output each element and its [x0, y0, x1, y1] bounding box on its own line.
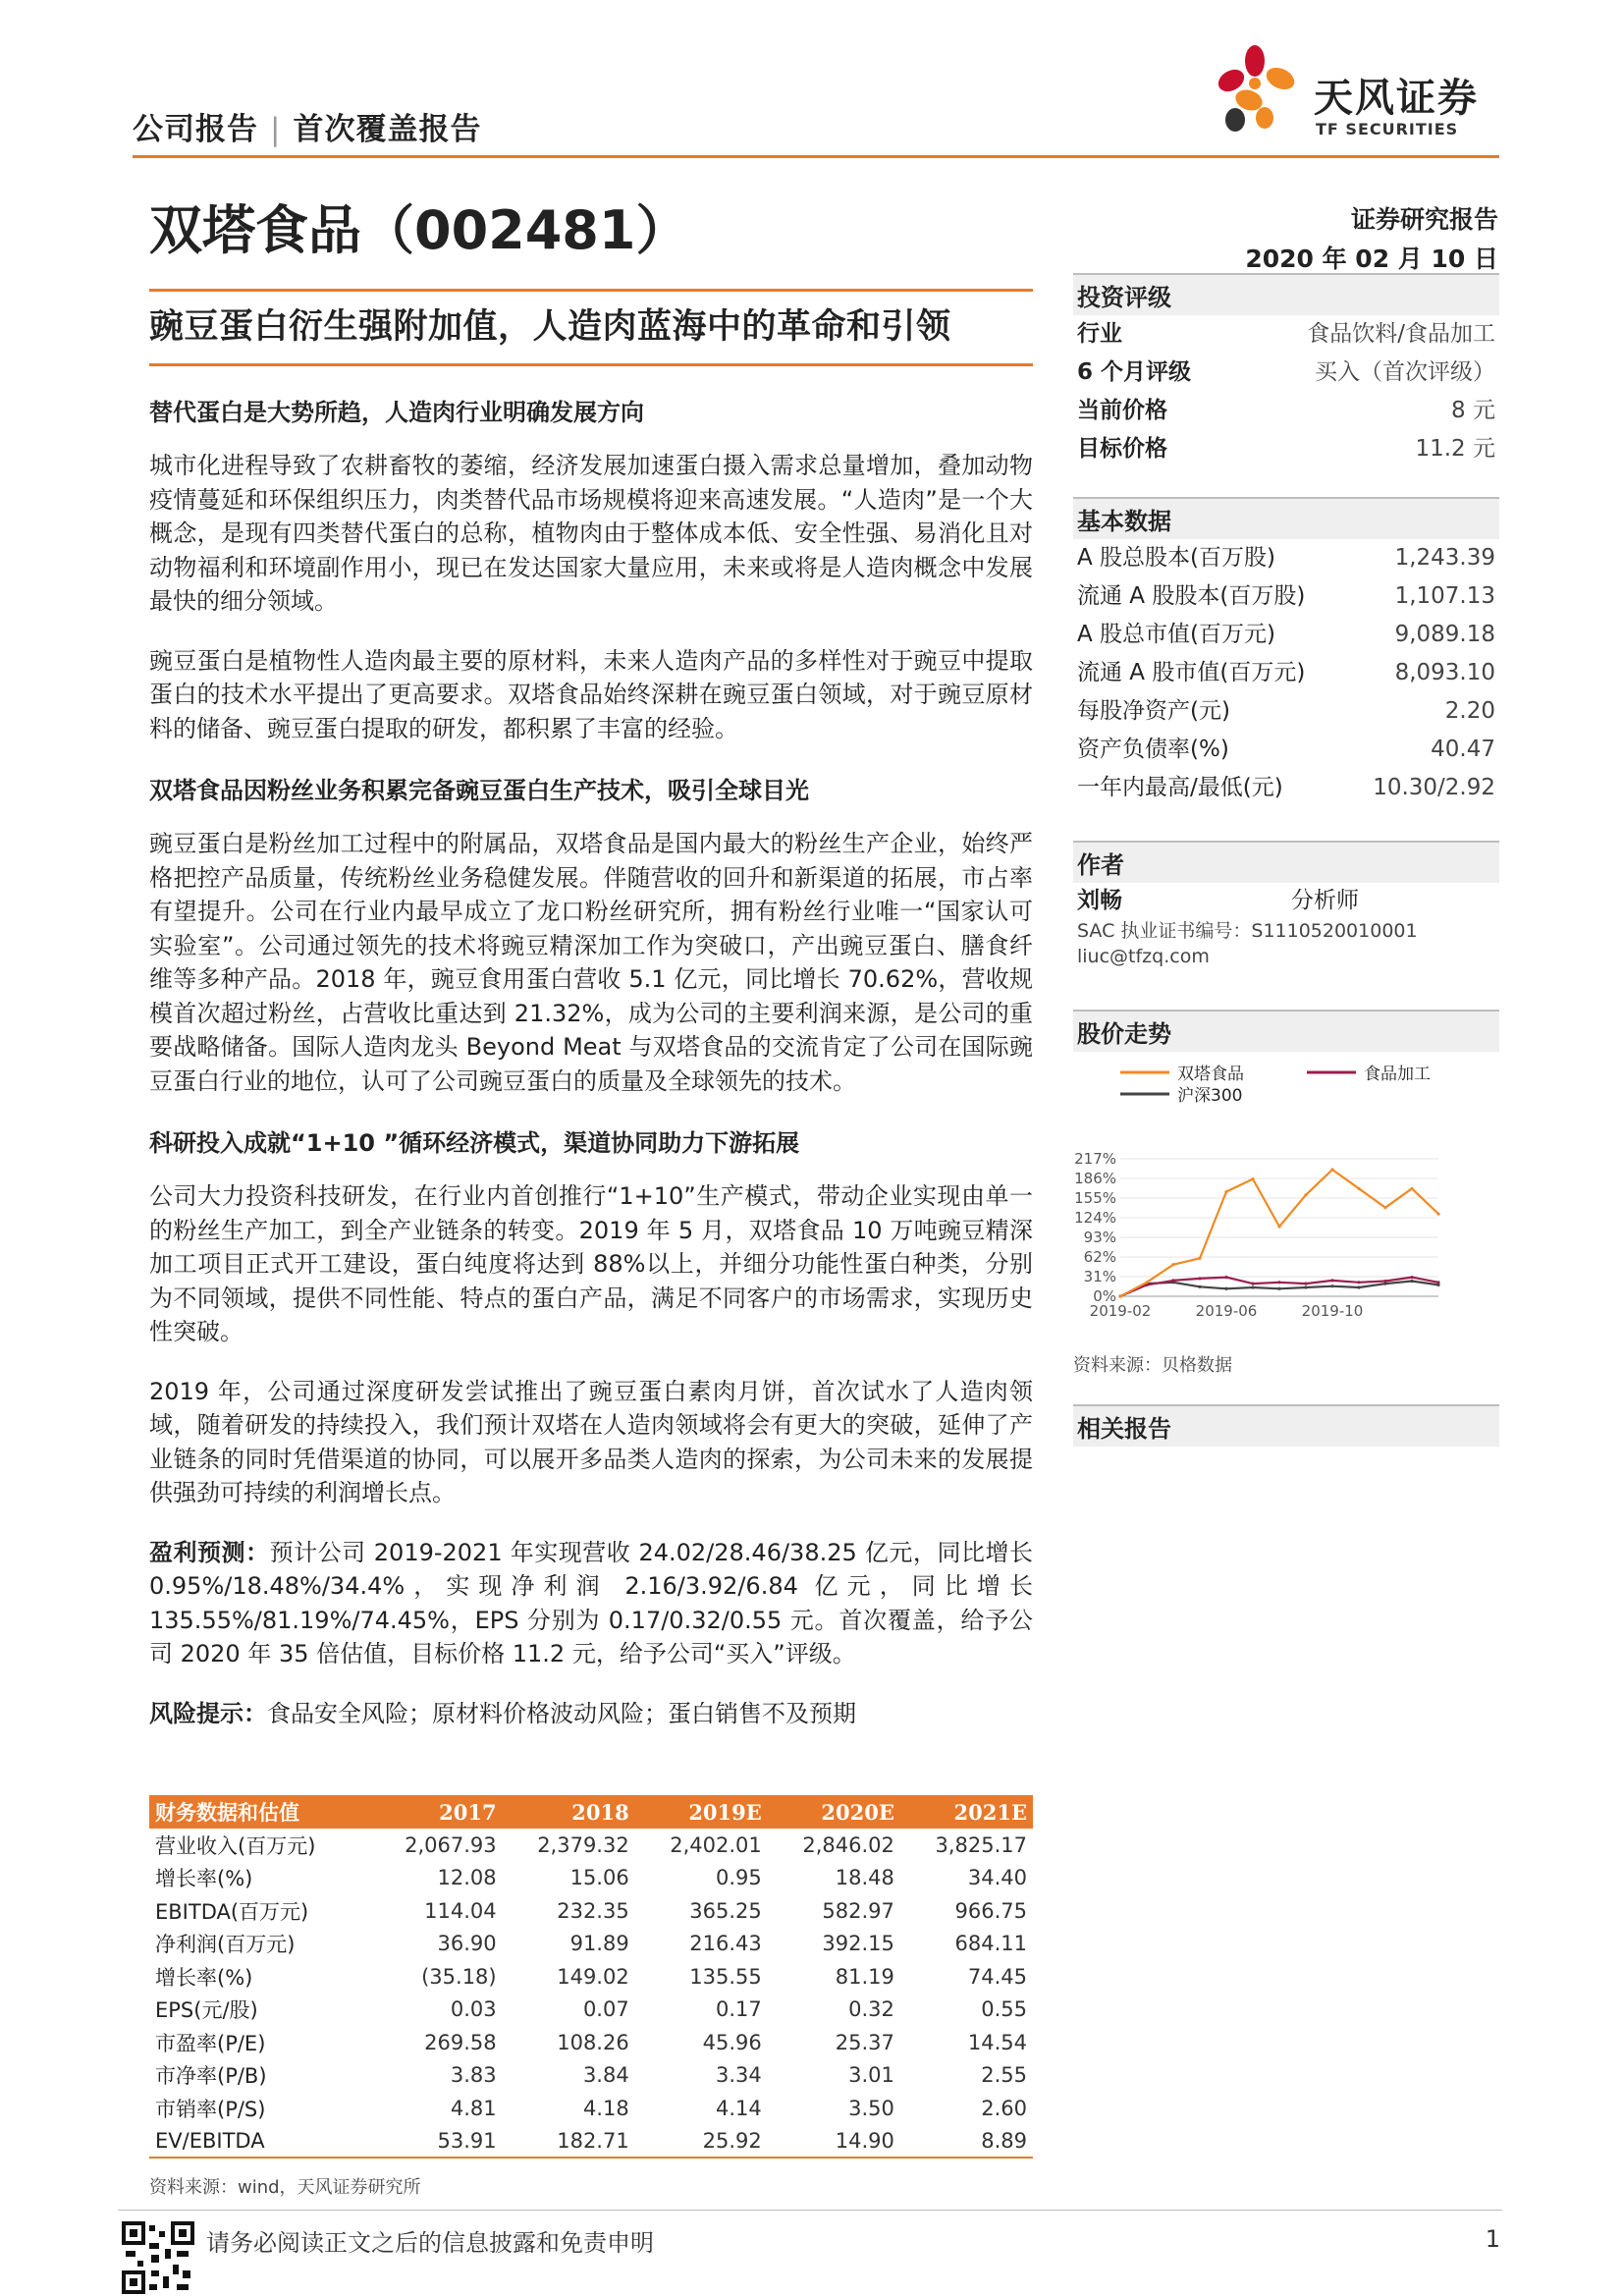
paragraph: 城市化进程导致了农耕畜牧的萎缩，经济发展加速蛋白摄入需求总量增加，叠加动物疫情蔓延和环保组织压力，肉类替代品市场规模将迎来高速发展。“人造肉”是一个大概念，是现有四类替代蛋白的总称，植物肉由于整体成本低、安全性强、易消化且对动物福利和环境副作用小，现已在发达国家大量应用，未来或将是人造肉概念中发展最快的细分领域。: [149, 452, 1033, 615]
table-row: [149, 2125, 1033, 2159]
data-point: [1224, 1287, 1227, 1290]
rating-panel: [1073, 273, 1499, 468]
table-cell: 216.43: [689, 1932, 762, 1956]
category-separator: |: [270, 112, 282, 147]
y-tick-label: 62%: [1083, 1248, 1116, 1266]
data-point: [1383, 1280, 1386, 1283]
table-cell: 365.25: [689, 1898, 762, 1923]
series-line: [1120, 1170, 1438, 1296]
risk-label: 风险提示：: [149, 1699, 267, 1727]
table-cell: 966.75: [954, 1898, 1027, 1923]
basic-data-row: [1073, 577, 1499, 616]
rating-key: 6 个月评级: [1077, 359, 1192, 385]
data-point: [1357, 1187, 1360, 1190]
y-tick-label: 186%: [1074, 1170, 1116, 1187]
y-tick-label: 0%: [1093, 1287, 1116, 1305]
table-row-label: 市盈率(P/E): [155, 2031, 266, 2055]
table-row-label: EBITDA(百万元): [155, 1899, 309, 1924]
category-label: 公司报告: [133, 112, 258, 147]
table-row: [149, 1928, 1033, 1961]
table-cell: 269.58: [424, 2030, 497, 2054]
table-cell: 25.37: [835, 2030, 894, 2054]
table-cell: 684.11: [954, 1932, 1027, 1956]
paragraph: 2019 年，公司通过深度研发尝试推出了豌豆蛋白素肉月饼，首次试水了人造肉领域，随着研发的持续投入，我们预计双塔在人造肉领域将会有更大的突破，延伸了产业链条的同时凭借渠道的协同，可以展开多品类人造肉的探索，为公司未来的发展提供强劲可持续的利润增长点。: [149, 1377, 1033, 1506]
table-cell: 4.14: [716, 2096, 762, 2120]
paragraph: 豌豆蛋白是植物性人造肉最主要的原材料，未来人造肉产品的多样性对于豌豆中提取蛋白的技术水平提出了更高要求。双塔食品始终深耕在豌豆蛋白领域，对于豌豆原材料的储备、豌豆蛋白提取的研发，都积累了丰富的经验。: [149, 646, 1033, 742]
table-cell: 0.03: [450, 1997, 497, 2022]
basic-data-value: 40.47: [1431, 737, 1495, 762]
data-point: [1410, 1187, 1413, 1190]
legend-label: 食品加工: [1364, 1065, 1431, 1084]
x-tick-label: 2019-06: [1195, 1302, 1258, 1320]
table-cell: 0.55: [981, 1997, 1027, 2022]
price-chart-heading: 股价走势: [1073, 1010, 1499, 1052]
basic-data-value: 8,093.10: [1394, 660, 1495, 685]
table-row-label: 增长率(%): [155, 1965, 253, 1990]
table-cell: 8.89: [900, 2125, 1033, 2159]
table-row: [149, 1862, 1033, 1895]
table-cell: 25.92: [635, 2125, 768, 2159]
rating-value: 食品饮料/食品加工: [1307, 321, 1495, 347]
basic-data-key: A 股总市值(百万元): [1077, 622, 1275, 647]
basic-data-value: 1,243.39: [1394, 545, 1495, 571]
price-chart: [1073, 1053, 1499, 1320]
basic-data-panel: [1073, 497, 1499, 807]
data-point: [1171, 1263, 1174, 1266]
financial-table: [149, 1795, 1033, 2159]
related-heading: 相关报告: [1073, 1404, 1499, 1447]
related-panel: [1073, 1404, 1499, 1447]
basic-data-value: 1,107.13: [1394, 583, 1495, 609]
forecast-paragraph: [149, 1536, 1033, 1671]
flower-logo-icon: [1206, 39, 1304, 147]
table-header: 2021E: [900, 1795, 1033, 1829]
table-row-label: 净利润(百万元): [155, 1933, 296, 1957]
qr-code-icon: [122, 2221, 194, 2294]
table-cell: 149.02: [557, 1964, 629, 1989]
author-role: 分析师: [1291, 888, 1359, 913]
y-tick-label: 124%: [1074, 1209, 1116, 1227]
table-cell: 2,379.32: [537, 1832, 629, 1857]
table-cell: (35.18): [421, 1964, 497, 1989]
table-cell: 53.91: [370, 2125, 503, 2159]
footer-disclaimer[interactable]: 请务必阅读正文之后的信息披露和免责申明: [206, 2229, 654, 2257]
y-tick-label: 31%: [1083, 1268, 1116, 1285]
table-header: 2020E: [768, 1795, 900, 1829]
rating-key: 目标价格: [1077, 436, 1167, 462]
table-cell: 135.55: [689, 1964, 762, 1989]
data-point: [1171, 1279, 1174, 1282]
report-title: 双塔食品（002481）: [149, 199, 689, 261]
data-point: [1198, 1277, 1201, 1280]
table-cell: 3.01: [848, 2063, 894, 2088]
table-cell: 392.15: [822, 1932, 894, 1956]
data-point: [1383, 1206, 1386, 1209]
data-point: [1277, 1287, 1280, 1290]
table-header: 2018: [503, 1795, 635, 1829]
table-cell: 3.84: [582, 2063, 629, 2088]
table-row: [149, 1960, 1033, 1994]
rating-key: 当前价格: [1077, 398, 1167, 423]
risk-text: 食品安全风险；原材料价格波动风险；蛋白销售不及预期: [267, 1699, 856, 1727]
data-point: [1198, 1285, 1201, 1288]
data-point: [1198, 1257, 1201, 1260]
section-heading: 双塔食品因粉丝业务积累完备豌豆蛋白生产技术，吸引全球目光: [149, 777, 809, 804]
table-row-label: EV/EBITDA: [149, 2125, 370, 2159]
data-point: [1145, 1281, 1148, 1284]
table-cell: 3.83: [450, 2063, 497, 2088]
table-cell: 114.04: [424, 1898, 497, 1923]
table-cell: 14.90: [768, 2125, 900, 2159]
legend-label: 双塔食品: [1177, 1065, 1244, 1084]
author-email[interactable]: liuc@tfzq.com: [1077, 946, 1210, 967]
subtitle-rule-bottom: [149, 363, 1033, 366]
data-point: [1251, 1282, 1254, 1285]
basic-data-key: 资产负债率(%): [1077, 737, 1229, 762]
table-header: 2017: [370, 1795, 503, 1829]
basic-data-key: 一年内最高/最低(元): [1077, 775, 1283, 800]
table-row: [149, 1994, 1033, 2027]
table-cell: 34.40: [967, 1866, 1027, 1890]
category2-label: 首次覆盖报告: [293, 112, 482, 147]
price-chart-panel: [1073, 1010, 1499, 1052]
data-point: [1224, 1276, 1227, 1279]
rating-key: 行业: [1077, 321, 1122, 347]
risk-paragraph: [149, 1697, 1033, 1731]
basic-data-row: [1073, 616, 1499, 654]
table-cell: 81.19: [835, 1964, 894, 1989]
rating-value: 8 元: [1451, 398, 1495, 423]
basic-data-row: [1073, 692, 1499, 731]
data-point: [1357, 1285, 1360, 1288]
x-tick-label: 2019-02: [1089, 1302, 1152, 1320]
rating-value: 11.2 元: [1415, 436, 1495, 462]
data-point: [1251, 1177, 1254, 1180]
data-point: [1357, 1281, 1360, 1284]
paragraph: 豌豆蛋白是粉丝加工过程中的附属品，双塔食品是国内最大的粉丝生产企业，始终严格把控产品质量，传统粉丝业务稳健发展。伴随营收的回升和新渠道的拓展，市占率有望提升。公司在行业内最早成立了龙口粉丝研究所，拥有粉丝行业唯一“国家认可实验室”。公司通过领先的技术将豌豆精深加工作为突破口，产出豌豆蛋白、膳食纤维等多种产品。2018 年，豌豆食用蛋白营收 5.1 亿元，同比增长 70.62%，营收规模首次超过粉丝，占营收比重达到 21.32%，成为公司的主要利润来源，是公司的重要战略储备。国际人造肉龙头 Beyond Meat 与双塔食品的交流肯定了公司在国际豌豆蛋白行业的地位，认可了公司豌豆蛋白的质量及全球领先的技术。: [149, 830, 1033, 1095]
table-cell: 74.45: [967, 1964, 1027, 1989]
data-point: [1224, 1190, 1227, 1193]
table-cell: 108.26: [557, 2030, 629, 2054]
table-row: [149, 2059, 1033, 2093]
table-cell: 0.17: [716, 1997, 762, 2022]
table-cell: 4.18: [582, 2096, 629, 2120]
table-row: [149, 1894, 1033, 1928]
table-header: 财务数据和估值: [149, 1795, 370, 1829]
data-point: [1330, 1279, 1333, 1282]
data-point: [1330, 1168, 1333, 1171]
table-cell: 12.08: [437, 1866, 497, 1890]
rating-row: [1073, 430, 1499, 468]
data-point: [1304, 1282, 1307, 1285]
price-chart-svg: [1073, 1053, 1499, 1338]
page-number: 1: [1485, 2225, 1500, 2253]
author-license: SAC 执业证书编号：S1110520010001: [1077, 920, 1418, 942]
forecast-text: 预计公司 2019-2021 年实现营收 24.02/28.46/38.25 亿元，同比增长 0.95%/18.48%/34.4%，实现净利润 2.16/3.92/6.84 亿元，同比增长 135.55%/81.19%/74.45%，EPS 分别为 0.17/0.32/0.55 元。首次覆盖，给予公司 2020 年 35 倍估值，目标价格 11.2 元，给予公司“买入”评级。: [149, 1538, 1033, 1667]
table-cell: 36.90: [437, 1932, 497, 1956]
data-point: [1277, 1281, 1280, 1284]
table-cell: 182.71: [503, 2125, 635, 2159]
table-cell: 2.55: [981, 2063, 1027, 2088]
series-line: [1120, 1278, 1438, 1296]
main-content: [149, 393, 1033, 1756]
author-heading: 作者: [1073, 841, 1499, 883]
basic-data-row: [1073, 654, 1499, 692]
author-name: 刘畅: [1077, 888, 1122, 913]
table-cell: 91.89: [569, 1932, 629, 1956]
table-cell: 3.50: [848, 2096, 894, 2120]
data-point: [1410, 1276, 1413, 1279]
data-point: [1251, 1285, 1254, 1288]
rating-heading: 投资评级: [1073, 273, 1499, 315]
price-chart-source: 资料来源：贝格数据: [1073, 1355, 1232, 1376]
basic-data-value: 2.20: [1444, 698, 1495, 724]
table-row-label: 增长率(%): [155, 1867, 253, 1891]
table-cell: 45.96: [702, 2030, 762, 2054]
table-cell: 582.97: [822, 1898, 894, 1923]
table-cell: 0.32: [848, 1997, 894, 2022]
header-rule: [133, 155, 1499, 158]
report-type: 证券研究报告: [1350, 205, 1498, 234]
section-heading: 科研投入成就“1+10 ”循环经济模式，渠道协同助力下游拓展: [149, 1129, 800, 1157]
y-tick-label: 155%: [1074, 1189, 1116, 1207]
logo-text-cn: 天风证券: [1314, 76, 1479, 121]
table-row-label: 市净率(P/B): [155, 2064, 267, 2089]
table-row-label: 营业收入(百万元): [155, 1833, 316, 1858]
table-cell: 2.60: [981, 2096, 1027, 2120]
table-cell: 0.95: [716, 1866, 762, 1890]
table-cell: 15.06: [569, 1866, 629, 1890]
basic-data-key: 每股净资产(元): [1077, 698, 1230, 724]
data-point: [1304, 1193, 1307, 1196]
basic-data-key: A 股总股本(百万股): [1077, 545, 1275, 571]
table-header-row: [149, 1795, 1033, 1829]
data-point: [1436, 1281, 1439, 1284]
table-cell: 2,402.01: [670, 1832, 762, 1857]
table-cell: 2,067.93: [405, 1832, 497, 1857]
data-point: [1436, 1213, 1439, 1216]
subtitle-rule-top: [149, 289, 1033, 292]
logo-text-en: TF SECURITIES: [1316, 120, 1459, 138]
data-point: [1410, 1280, 1413, 1283]
company-logo: [1206, 39, 1500, 147]
table-cell: 232.35: [557, 1898, 629, 1923]
table-cell: 0.07: [582, 1997, 629, 2022]
rating-value: 买入（首次评级）: [1315, 359, 1495, 385]
basic-data-value: 9,089.18: [1394, 622, 1495, 647]
rating-row: [1073, 354, 1499, 392]
table-row-label: 市销率(P/S): [155, 2097, 266, 2121]
footer-rule: [118, 2210, 1502, 2211]
table-header: 2019E: [635, 1795, 768, 1829]
data-point: [1330, 1285, 1333, 1287]
rating-row: [1073, 392, 1499, 430]
data-point: [1277, 1225, 1280, 1228]
table-cell: 3,825.17: [935, 1832, 1027, 1857]
table-cell: 4.81: [450, 2096, 497, 2120]
y-tick-label: 93%: [1083, 1229, 1116, 1246]
basic-data-row: [1073, 731, 1499, 769]
paragraph: 公司大力投资科技研发，在行业内首创推行“1+10”生产模式，带动企业实现由单一的粉丝生产加工，到全产业链条的转变。2019 年 5 月，双塔食品 10 万吨豌豆精深加工项目正式开工建设，蛋白纯度将达到 88%以上，并细分功能性蛋白种类，分别为不同领域，提供不同性能、特点的蛋白产品，满足不同客户的市场需求，实现历史性突破。: [149, 1182, 1033, 1345]
data-point: [1304, 1285, 1307, 1288]
basic-data-key: 流通 A 股市值(百万元): [1077, 660, 1306, 685]
table-cell: 14.54: [967, 2030, 1027, 2054]
table-cell: 3.34: [716, 2063, 762, 2088]
table-cell: 2,846.02: [802, 1832, 894, 1857]
section-heading: 替代蛋白是大势所趋，人造肉行业明确发展方向: [149, 399, 644, 426]
legend-label: 沪深300: [1177, 1086, 1243, 1106]
basic-data-row: [1073, 539, 1499, 577]
basic-data-key: 流通 A 股股本(百万股): [1077, 583, 1306, 609]
author-line: [1073, 883, 1499, 918]
author-panel: [1073, 841, 1499, 969]
rating-row: [1073, 315, 1499, 354]
table-row: [149, 2026, 1033, 2059]
data-point: [1118, 1294, 1121, 1297]
basic-data-value: 10.30/2.92: [1373, 775, 1495, 800]
report-category: [133, 104, 481, 148]
x-tick-label: 2019-10: [1301, 1302, 1364, 1320]
basic-data-row: [1073, 769, 1499, 807]
table-source: 资料来源：wind，天风证券研究所: [149, 2177, 421, 2198]
report-subtitle: 豌豆蛋白衍生强附加值，人造肉蓝海中的革命和引领: [149, 307, 951, 347]
table-row: [149, 2092, 1033, 2125]
table-row-label: EPS(元/股): [155, 1998, 258, 2023]
forecast-label: 盈利预测：: [149, 1538, 270, 1566]
y-tick-label: 217%: [1074, 1150, 1116, 1168]
report-date: 2020 年 02 月 10 日: [1245, 245, 1498, 273]
table-row: [149, 1829, 1033, 1862]
table-cell: 18.48: [835, 1866, 894, 1890]
basic-data-heading: 基本数据: [1073, 497, 1499, 539]
